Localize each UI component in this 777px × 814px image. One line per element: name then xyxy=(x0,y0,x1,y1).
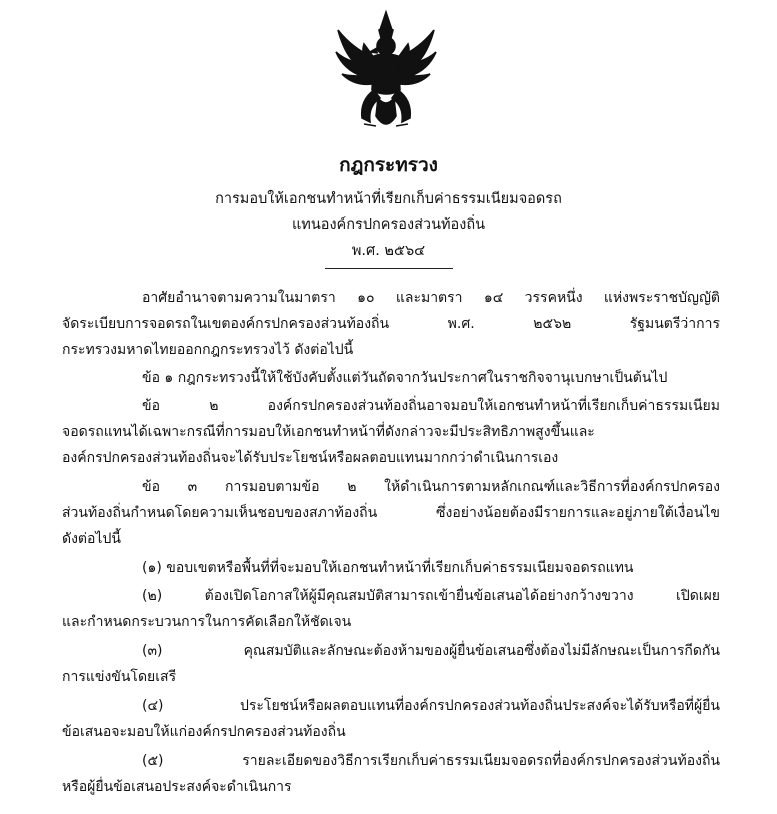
clause-3-line-2: ส่วนท้องถิ่นกำหนดโดยความเห็นชอบของสภาท้องถิ่น ซึ่งอย่างน้อยต้องมีรายการและอยู่ภายใต้เงื่อนไข xyxy=(62,505,720,521)
document-subtitle-line-1: การมอบให้เอกชนทำหน้าที่เรียกเก็บค่าธรรมเนียมจอดรถ xyxy=(215,191,562,207)
preamble-line-2: จัดระเบียบการจอดรถในเขตองค์กรปกครองส่วนท้องถิ่น พ.ศ. ๒๕๖๒ รัฐมนตรีว่าการ xyxy=(62,316,720,332)
clause-3-line-1: ข้อ ๓ การมอบตามข้อ ๒ ให้ดำเนินการตามหลักเกณฑ์และวิธีการที่องค์กรปกครอง xyxy=(142,479,720,495)
clause-2-line-2: จอดรถแทนได้เฉพาะกรณีที่การมอบให้เอกชนทำหน้าที่ดังกล่าวจะมีประสิทธิภาพสูงขึ้นและ xyxy=(62,424,595,440)
item-3-line-1: (๓) คุณสมบัติและลักษณะต้องห้ามของผู้ยื่นข้อเสนอซึ่งต้องไม่มีลักษณะเป็นการกีดกัน xyxy=(142,643,720,659)
header-divider xyxy=(325,268,453,269)
clause-2-line-1: ข้อ ๒ องค์กรปกครองส่วนท้องถิ่นอาจมอบให้เอกชนทำหน้าที่เรียกเก็บค่าธรรมเนียม xyxy=(142,398,720,414)
item-5-line-1: (๕) รายละเอียดของวิธีการเรียกเก็บค่าธรรมเนียมจอดรถที่องค์กรปกครองส่วนท้องถิ่น xyxy=(142,753,720,769)
clause-1-line-1: ข้อ ๑ กฎกระทรวงนี้ให้ใช้บังคับตั้งแต่วันถัดจากวันประกาศในราชกิจจานุเบกษาเป็นต้นไป xyxy=(142,370,668,386)
clause-2-line-3: องค์กรปกครองส่วนท้องถิ่นจะได้รับประโยชน์หรือผลตอบแทนมากกว่าดำเนินการเอง xyxy=(62,450,559,466)
item-4-line-2: ข้อเสนอจะมอบให้แก่องค์กรปกครองส่วนท้องถิ่น xyxy=(62,724,346,740)
clause-3-line-3: ดังต่อไปนี้ xyxy=(62,531,121,547)
preamble-line-1: อาศัยอำนาจตามความในมาตรา ๑๐ และมาตรา ๑๔ วรรคหนึ่ง แห่งพระราชบัญญัติ xyxy=(142,290,720,306)
item-1-line-1: (๑) ขอบเขตหรือพื้นที่ที่จะมอบให้เอกชนทำหน้าที่เรียกเก็บค่าธรรมเนียมจอดรถแทน xyxy=(142,560,634,576)
document-subtitle-line-2: แทนองค์กรปกครองส่วนท้องถิ่น xyxy=(291,217,486,233)
item-5-line-2: หรือผู้ยื่นข้อเสนอประสงค์จะดำเนินการ xyxy=(62,779,292,795)
item-4-line-1: (๔) ประโยชน์หรือผลตอบแทนที่องค์กรปกครองส่วนท้องถิ่นประสงค์จะได้รับหรือที่ผู้ยื่น xyxy=(142,698,720,714)
item-2-line-1: (๒) ต้องเปิดโอกาสให้ผู้มีคุณสมบัติสามารถเข้ายื่นข้อเสนอได้อย่างกว้างขวาง เปิดเผย xyxy=(142,588,720,604)
preamble-line-3: กระทรวงมหาดไทยออกกฎกระทรวงไว้ ดังต่อไปนี้ xyxy=(62,342,354,358)
garuda-emblem xyxy=(334,8,438,136)
document-title: กฎกระทรวง xyxy=(339,154,438,176)
document-year: พ.ศ. ๒๕๖๔ xyxy=(351,243,426,259)
item-3-line-2: การแข่งขันโดยเสรี xyxy=(62,669,177,685)
item-2-line-2: และกำหนดกระบวนการในการคัดเลือกให้ชัดเจน xyxy=(62,614,352,630)
